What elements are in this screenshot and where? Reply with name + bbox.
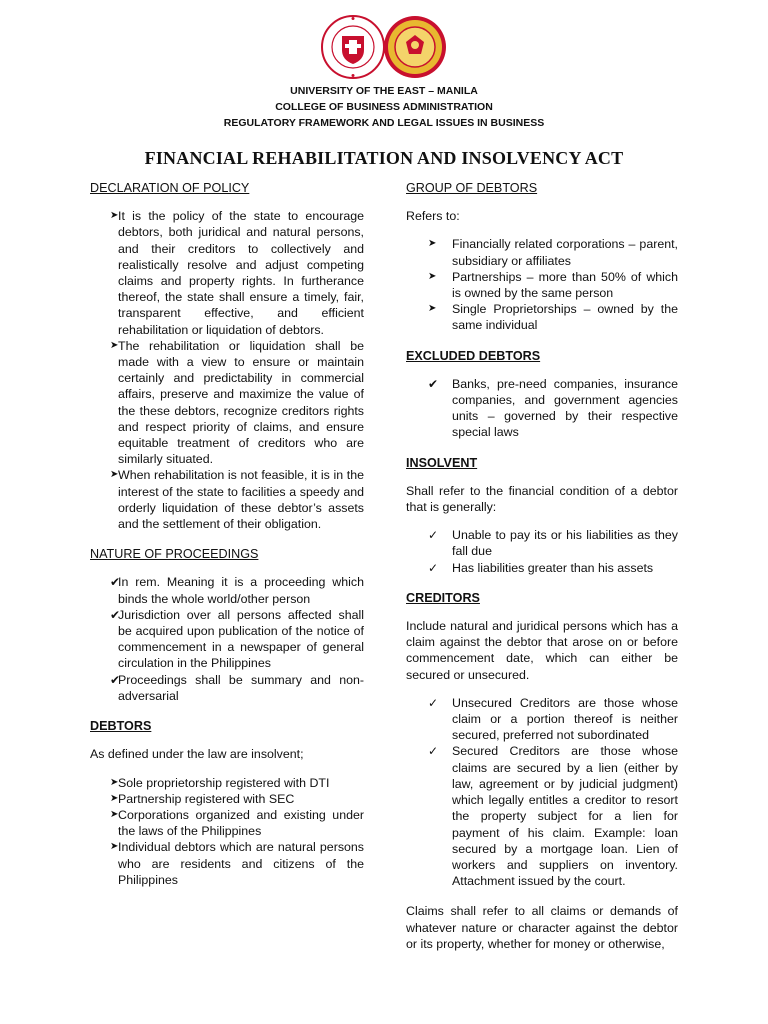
university-seal-icon [320, 14, 386, 80]
arrow-bullet-icon: ➤ [110, 776, 119, 788]
check-bullet-icon: ✔ [428, 376, 439, 391]
arrow-bullet-icon: ➤ [110, 210, 119, 222]
right-column [406, 178, 678, 964]
list-item: ➤ Financially related corporations – parent, subsidiary or affiliates [428, 237, 678, 268]
arrow-bullet-icon: ➤ [110, 792, 119, 804]
insolvent-heading: INSOLVENT [406, 455, 478, 470]
excluded-heading: EXCLUDED DEBTORS [406, 348, 541, 363]
debtors-list [90, 775, 364, 888]
arrow-bullet-icon: ➤ [110, 808, 119, 820]
check-bullet-icon: ✓ [428, 744, 439, 759]
logos-row [0, 14, 768, 84]
list-item: ✓ Unable to pay its or his liabilities as they fall due [428, 528, 678, 559]
list-item: ✔ Proceedings shall be summary and non-adversarial [110, 672, 364, 703]
group-list [406, 236, 678, 333]
nature-heading: NATURE OF PROCEEDINGS [90, 547, 259, 562]
college-name: COLLEGE OF BUSINESS ADMINISTRATION [275, 101, 493, 113]
check-bullet-icon: ✔ [110, 607, 121, 622]
list-item: ✔ In rem. Meaning it is a proceeding which binds the whole world/other person [110, 575, 364, 606]
check-bullet-icon: ✓ [428, 560, 439, 575]
debtors-heading: DEBTORS [90, 719, 152, 734]
declaration-list [90, 208, 364, 532]
list-item: ✔ Banks, pre-need companies, insurance companies, and government agencies units – governed by their respective special laws [428, 376, 678, 440]
list-item: ➤ When rehabilitation is not feasible, it is in the interest of the state to facilities a speedy and orderly liquidation of these debtor’s assets and the settlement of their obligation. [110, 468, 364, 532]
list-item: ✔ Jurisdiction over all persons affected shall be acquired upon publication of the notice of commencement in a newspaper of general circulation in the Philippines [110, 607, 364, 671]
list-item: ➤ Single Proprietorships – owned by the same individual [428, 302, 678, 333]
arrow-bullet-icon: ➤ [428, 238, 437, 250]
check-bullet-icon: ✓ [428, 528, 439, 543]
group-heading: GROUP OF DEBTORS [406, 181, 538, 195]
list-item: ➤ It is the policy of the state to encourage debtors, both juridical and natural persons, and their creditors to collectively and realistically resolve and adjust competing claims and property rights. In furtherance thereof, the state shall ensure a timely, fair, transparent effective, and efficient rehabilitation or liquidation of debtors. [110, 209, 364, 337]
insolvent-intro: Shall refer to the financial condition of a debtor that is generally: [406, 483, 678, 515]
list-item: ➤ The rehabilitation or liquidation shall be made with a view to ensure or maintain certainly and predictability in commercial affairs, preserve and maximize the value of the these debtors, recognize creditors rights and respect priority of claims, and ensure equitable treatment of creditors who are similarly situated. [110, 338, 364, 467]
page-title: FINANCIAL REHABILITATION AND INSOLVENCY ACT [144, 148, 624, 168]
nature-list [90, 574, 364, 704]
document-header [0, 83, 768, 131]
list-item: ✓ Has liabilities greater than his assets [428, 560, 654, 575]
course-name: REGULATORY FRAMEWORK AND LEGAL ISSUES IN BUSINESS [223, 117, 545, 129]
creditors-intro: Include natural and juridical persons which has a claim against the debtor that arose on or before commencement date, which can either be secured or unsecured. [406, 619, 678, 682]
claims-paragraph: Claims shall refer to all claims or demands of whatever nature or character against the debtor or its property, whether for money or otherwise, [406, 904, 678, 951]
check-bullet-icon: ✓ [428, 695, 439, 710]
insolvent-list [406, 527, 678, 576]
debtors-intro: As defined under the law are insolvent; [90, 747, 304, 762]
arrow-bullet-icon: ➤ [110, 469, 119, 481]
list-item: ➤ Corporations organized and existing under the laws of the Philippines [110, 807, 364, 839]
arrow-bullet-icon: ➤ [110, 339, 119, 351]
college-seal-icon [382, 14, 448, 80]
arrow-bullet-icon: ➤ [110, 841, 119, 853]
university-name: UNIVERSITY OF THE EAST – MANILA [290, 85, 478, 97]
check-bullet-icon: ✔ [110, 575, 121, 590]
list-item: ➤ Sole proprietorship registered with DTI [110, 775, 330, 790]
group-intro: Refers to: [406, 209, 460, 224]
list-item: ➤ Partnerships – more than 50% of which is owned by the same person [428, 269, 678, 301]
creditors-heading: CREDITORS [406, 590, 480, 605]
check-bullet-icon: ✔ [110, 672, 121, 687]
creditors-list [406, 695, 678, 889]
list-item: ✓ Unsecured Creditors are those whose claim or a portion thereof is neither secured, preferred not subordinated [428, 695, 678, 743]
list-item: ➤ Individual debtors which are natural persons who are residents and citizens of the Philippines [110, 840, 364, 887]
arrow-bullet-icon: ➤ [428, 303, 437, 315]
list-item: ✓ Secured Creditors are those whose claims are secured by a lien (either by law, agreement or by judicial judgment) which legally entitles a creditor to resort the property subject for a lien for payment of his claim. Example: loan secured by a mortgage loan. Lien of workers and suppliers on inventory. Attachment issued by the court. [428, 744, 678, 889]
declaration-heading: DECLARATION OF POLICY [90, 181, 250, 195]
arrow-bullet-icon: ➤ [428, 270, 437, 282]
list-item: ➤ Partnership registered with SEC [110, 791, 295, 806]
excluded-list [406, 376, 678, 441]
left-column [90, 178, 364, 902]
